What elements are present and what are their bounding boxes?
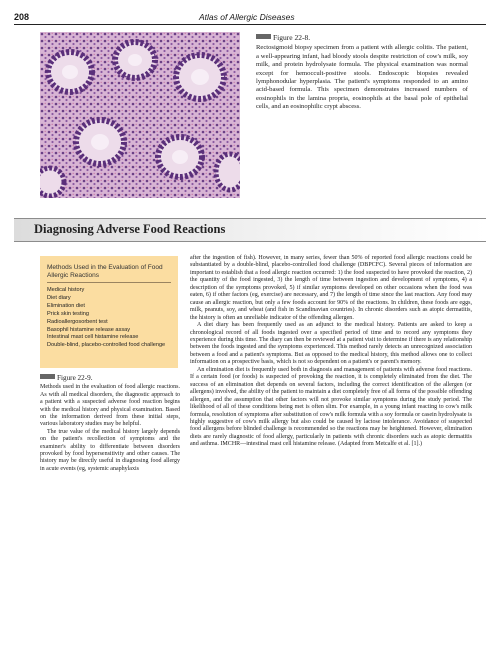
running-title: Atlas of Allergic Diseases [199, 12, 295, 22]
list-item: Prick skin testing [47, 310, 89, 317]
figure-22-8-label: Figure 22-8. [256, 34, 468, 42]
section-title: Diagnosing Adverse Food Reactions [34, 222, 226, 236]
page-number: 208 [14, 12, 30, 22]
body-paragraph: after the ingestion of fish). However, in many series, fewer than 50% of reported food allergic reactions could be substantiated by a double-blind, placebo-controlled food challenge (DBPCFC). Several pieces of information are important to establish that a food allergic reaction occurred: 1) the food suspected to have provoked the reaction, 2) the quantity of the food ingested, 3) the length of time between ingestion and development of symptoms, 4) a description of the symptoms provoked, 5) if similar symptoms developed on other occasions when the food was eaten, 6) if other factors (eg, exercise) are necessary, and 7) the length of time since the last reaction. Any food may cause an allergic reaction, but only a few foods account for 90% of the reactions. In children, these foods are eggs, milk, peanuts, soy, and wheat (and fish in Scandinavian countries). In chronic disorders such as atopic dermatitis, the history is often an unreliable indicator of the offending allergen. [190, 255, 472, 321]
section-banner [14, 218, 486, 242]
figure-22-9-label: Figure 22-9. [40, 374, 180, 382]
body-paragraph: A diet diary has been frequently used as an adjunct to the medical history. Patients are asked to keep a chronological record of all foods ingested over a specified period of time and to record any symptoms they experience during this time. The diary can then be reviewed at a patient visit to determine if there is any relationship between the foods ingested and the symptoms experienced. This method rarely detects an unrecognized association between a food and a patient's symptoms. But as opposed to the medical history, this method allows one to collect information on a prospective basis, which is not so dependent on a patient's or parent's memory. [190, 322, 472, 366]
sidebar-title: Methods Used in the Evaluation of Food Allergic Reactions [47, 264, 163, 279]
figure-label-box [256, 34, 271, 39]
body-text-column [190, 255, 472, 449]
sidebar-rule [47, 282, 171, 283]
header-rule [14, 24, 486, 25]
list-item: Radioallergosorbent test [47, 318, 108, 325]
methods-list [47, 287, 175, 350]
figure-22-8-text: Rectosigmoid biopsy specimen from a patient with allergic colitis. The patient, a well-appearing infant, had bloody stools despite restriction of cow's milk, soy milk, and protein hydrolysate formula. The physical examination was normal except for hemoccult-positive stools. Endoscopic biopsies revealed lymphonodular hyperplasia. The patient's symptoms responded to an amino acid-based formula. This specimen demonstrates increased numbers of eosinophils in the lamina propria, eosinophils at the basal pole of epithelial cells, and an eosinophilic crypt abscess. [256, 44, 468, 111]
caption-paragraph: The true value of the medical history largely depends on the patient's recollection of symptoms and the examiner's ability to differentiate between disorders provoked by food hypersensitivity and other causes. The history may be directly useful in diagnosing food allergy in acute events (eg, systemic anaphylaxis [40, 428, 180, 472]
list-item: Basophil histamine release assay [47, 326, 131, 333]
figure-22-9-caption [40, 374, 180, 473]
figure-label-box [40, 374, 55, 379]
list-item: Double-blind, placebo-controlled food challenge [47, 342, 166, 349]
caption-paragraph: Methods used in the evaluation of food allergic reactions. As with all medical disorders, the diagnostic approach to a patient with a suspected adverse food reaction begins with the medical history and physical examination. Based on the information derived from these initial steps, various laboratory studies may be helpful. [40, 384, 180, 428]
list-item: Diet diary [47, 294, 71, 301]
body-paragraph: An elimination diet is frequently used both in diagnosis and management of patients with adverse food reactions. If a certain food (or foods) is suspected of provoking the reaction, it is completely eliminated from the diet. The success of an elimination diet depends on several factors, including the correct identification of the allergen (or allergens) involved, the ability of the patient to maintain a diet completely free of all forms of the possible offending allergen, and the assumption that other factors will not provoke similar symptoms during the study period. The likelihood of all of these conditions being met is often slim. For example, in a young infant reacting to cow's milk formula, resolution of symptoms after substitution of cow's milk formula with a soy formula or casein hydrolysate is highly suggestive of cow's milk allergy but also could be caused by lactose intolerance. Avoidance of suspected food allergens before blinded challenge is recommended so the reactions may be heightened. However, elimination diets are rarely diagnostic of food allergy, particularly in patients with chronic disorders such as atopic dermatitis and asthma. IMCHR—intestinal mast cell histamine release. (Adapted from Metcalfe et al. [1].) [190, 366, 472, 448]
methods-sidebar [40, 256, 178, 368]
figure-22-8-caption [256, 34, 468, 112]
list-item: Elimination diet [47, 302, 85, 309]
list-item: Intestinal mast cell histamine release [47, 334, 139, 341]
list-item: Medical history [47, 287, 85, 293]
biopsy-micrograph [40, 32, 240, 198]
page-header [14, 12, 486, 24]
